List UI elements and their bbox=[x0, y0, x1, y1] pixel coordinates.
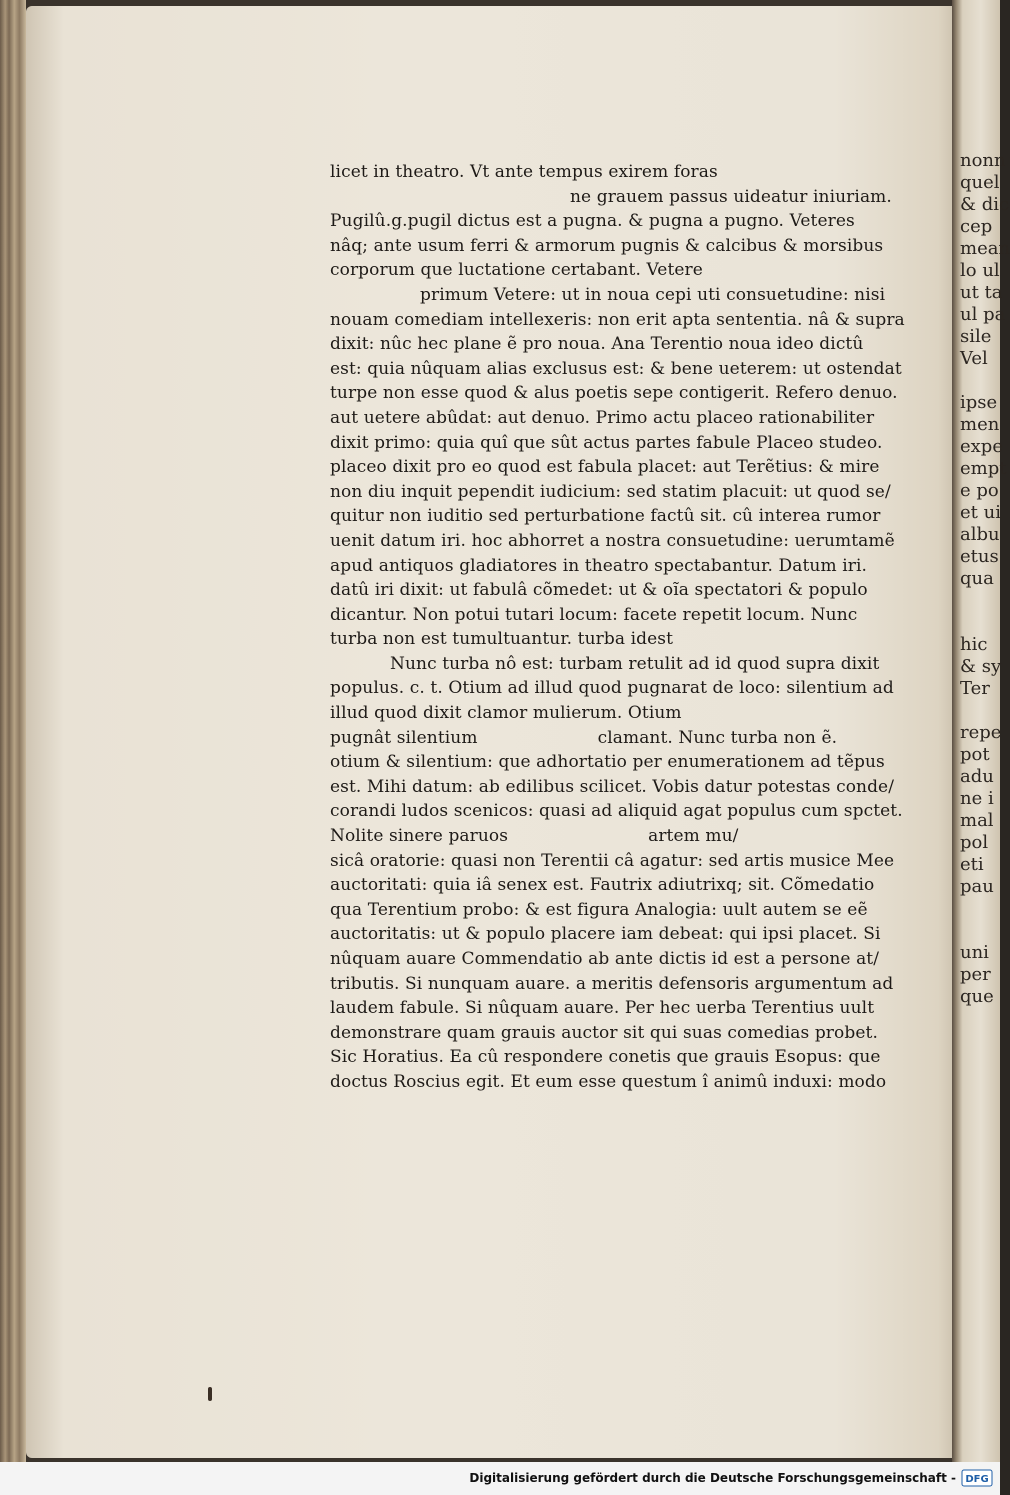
text-segment: Nolite sinere paruos bbox=[330, 826, 509, 847]
text-line: Nunc turba nô est: turbam retulit ad id quod supra dixit bbox=[390, 653, 880, 674]
text-line: quitur non iuditio sed perturbatione factû sit. cû interea rumor bbox=[330, 506, 881, 527]
dfg-logo-label: DFG bbox=[965, 1474, 989, 1485]
text-line: auctoritati: quia iâ senex est. Fautrix adiutrixq; sit. Cõmedatio bbox=[330, 875, 875, 896]
text-line: turpe non esse quod & alus poetis sepe contigerit. Refero denuo. bbox=[330, 383, 898, 404]
next-page-fragment: empt bbox=[960, 458, 1007, 479]
next-page-fragment bbox=[960, 590, 1000, 612]
ink-mark bbox=[208, 1387, 212, 1401]
text-line: aut uetere abûdat: aut denuo. Primo actu placeo rationabiliter bbox=[330, 407, 875, 428]
text-block bbox=[330, 160, 910, 1095]
text-line-split bbox=[330, 824, 910, 849]
next-page-fragment: et ui bbox=[960, 502, 1001, 523]
dfg-logo-icon bbox=[962, 1470, 992, 1486]
text-line: Pugilû.g.pugil dictus est a pugna. & pugna a pugno. Veteres bbox=[330, 211, 855, 232]
next-page-fragment bbox=[960, 700, 1000, 722]
text-line: laudem fabule. Si nûquam auare. Per hec uerba Terentius uult bbox=[330, 998, 875, 1019]
next-page-edge bbox=[952, 0, 1010, 1462]
text-line: datû iri dixit: ut fabulâ cõmedet: ut & oĩa spectatori & populo bbox=[330, 580, 868, 601]
text-line: nûquam auare Commendatio ab ante dictis id est a persone at/ bbox=[330, 949, 880, 969]
text-line: dixit primo: quia quî que sût actus partes fabule Placeo studeo. bbox=[330, 432, 883, 453]
text-segment: pugnât silentium bbox=[330, 727, 478, 748]
next-page-fragment: quel bbox=[960, 172, 1000, 193]
next-page-fragment: expe bbox=[960, 436, 1003, 457]
next-page-fragment: pau bbox=[960, 876, 994, 897]
footer bbox=[0, 1462, 1000, 1495]
text-line: Sic Horatius. Ea cû respondere conetis que grauis Esopus: que bbox=[330, 1047, 881, 1068]
text-line: illud quod dixit clamor mulierum. Otium bbox=[330, 703, 682, 724]
next-page-fragment: Vel bbox=[960, 348, 988, 369]
next-page-fragment: mal bbox=[960, 810, 994, 831]
next-page-text bbox=[960, 150, 1010, 1008]
next-page-fragment: pot bbox=[960, 744, 990, 765]
text-line: licet in theatro. Vt ante tempus exirem foras bbox=[330, 162, 718, 182]
next-page-fragment: etus bbox=[960, 546, 999, 567]
next-page-fragment: ul pa bbox=[960, 304, 1006, 325]
next-page-fragment: e po bbox=[960, 480, 999, 501]
next-page-fragment: per bbox=[960, 964, 991, 985]
text-line: sicâ oratorie: quasi non Terentii câ agatur: sed artis musice Mee bbox=[330, 850, 895, 871]
next-page-fragment: & sy bbox=[960, 656, 1002, 677]
next-page-fragment: uni bbox=[960, 942, 989, 963]
next-page-fragment: nonn bbox=[960, 150, 1006, 171]
next-page-fragment: men bbox=[960, 414, 1000, 435]
text-line: non diu inquit pependit iudicium: sed statim placuit: ut quod se/ bbox=[330, 481, 891, 502]
next-page-fragment: ne i bbox=[960, 788, 994, 809]
next-page-fragment: ipse bbox=[960, 392, 998, 413]
next-page-fragment bbox=[960, 920, 1000, 942]
text-line: uenit datum iri. hoc abhorret a nostra consuetudine: uerumtamẽ bbox=[330, 530, 895, 551]
text-line: auctoritatis: ut & populo placere iam debeat: qui ipsi placet. Si bbox=[330, 924, 881, 945]
text-line: doctus Roscius egit. Et eum esse questum î animû induxi: modo bbox=[330, 1071, 887, 1092]
text-line: placeo dixit pro eo quod est fabula placet: aut Terẽtius: & mire bbox=[330, 457, 880, 478]
next-page-fragment: & dic bbox=[960, 194, 1010, 215]
text-line: dicantur. Non potui tutari locum: facete repetit locum. Nunc bbox=[330, 604, 858, 625]
text-segment: artem mu/ bbox=[648, 826, 739, 847]
next-page-fragment: Ter bbox=[960, 678, 990, 699]
next-page-fragment bbox=[960, 612, 1000, 634]
next-page-fragment bbox=[960, 370, 1000, 392]
text-line: nâq; ante usum ferri & armorum pugnis & calcibus & morsibus bbox=[330, 235, 884, 256]
text-line: tributis. Si nunquam auare. a meritis defensoris argumentum ad bbox=[330, 973, 894, 994]
next-page-fragment: albu bbox=[960, 524, 1000, 545]
next-page-fragment: repe bbox=[960, 722, 1002, 743]
next-page-fragment: ut ta bbox=[960, 282, 1003, 303]
next-page-fragment: cep bbox=[960, 216, 993, 237]
text-line: apud antiquos gladiatores in theatro spectabantur. Datum iri. bbox=[330, 555, 867, 576]
next-page-fragment: eti bbox=[960, 854, 984, 875]
next-page-fragment: qua bbox=[960, 568, 994, 589]
next-page-fragment: lo ul bbox=[960, 260, 1000, 281]
text-line: otium & silentium: que adhortatio per enumerationem ad tẽpus bbox=[330, 752, 885, 773]
next-page-fragment: hic bbox=[960, 634, 988, 655]
book-edge-left bbox=[0, 0, 26, 1462]
text-segment: clamant. Nunc turba non ẽ. bbox=[597, 727, 838, 748]
next-page-fragment: mean bbox=[960, 238, 1010, 259]
text-line: ne grauem passus uideatur iniuriam. bbox=[570, 186, 892, 207]
text-line: qua Terentium probo: & est figura Analogia: uult autem se eẽ bbox=[330, 899, 868, 920]
text-line: corporum que luctatione certabant. Vetere bbox=[330, 260, 703, 281]
next-page-fragment bbox=[960, 898, 1000, 920]
text-line: turba non est tumultuantur. turba idest bbox=[330, 629, 674, 650]
next-page-fragment: pol bbox=[960, 832, 989, 853]
text-line: nouam comediam intellexeris: non erit apta sententia. nâ & supra bbox=[330, 309, 905, 330]
text-line: populus. c. t. Otium ad illud quod pugnarat de loco: silentium ad bbox=[330, 678, 894, 699]
text-line: corandi ludos scenicos: quasi ad aliquid agat populus cum spctet. bbox=[330, 801, 903, 822]
text-line: est: quia nûquam alias exclusus est: & bene ueterem: ut ostendat bbox=[330, 358, 902, 379]
footer-credit: Digitalisierung gefördert durch die Deutsche Forschungsgemeinschaft - bbox=[469, 1471, 956, 1485]
text-line: dixit: nûc hec plane ẽ pro noua. Ana Terentio noua ideo dictû bbox=[330, 334, 864, 355]
text-line-split bbox=[330, 726, 910, 751]
next-page-fragment: adu bbox=[960, 766, 994, 787]
text-line: est. Mihi datum: ab edilibus scilicet. Vobis datur potestas conde/ bbox=[330, 776, 895, 797]
next-page-fragment: que bbox=[960, 986, 994, 1007]
text-line: demonstrare quam grauis auctor sit qui suas comedias probet. bbox=[330, 1022, 878, 1043]
text-line: primum Vetere: ut in noua cepi uti consuetudine: nisi bbox=[420, 284, 886, 305]
next-page-fragment: sile bbox=[960, 326, 992, 347]
